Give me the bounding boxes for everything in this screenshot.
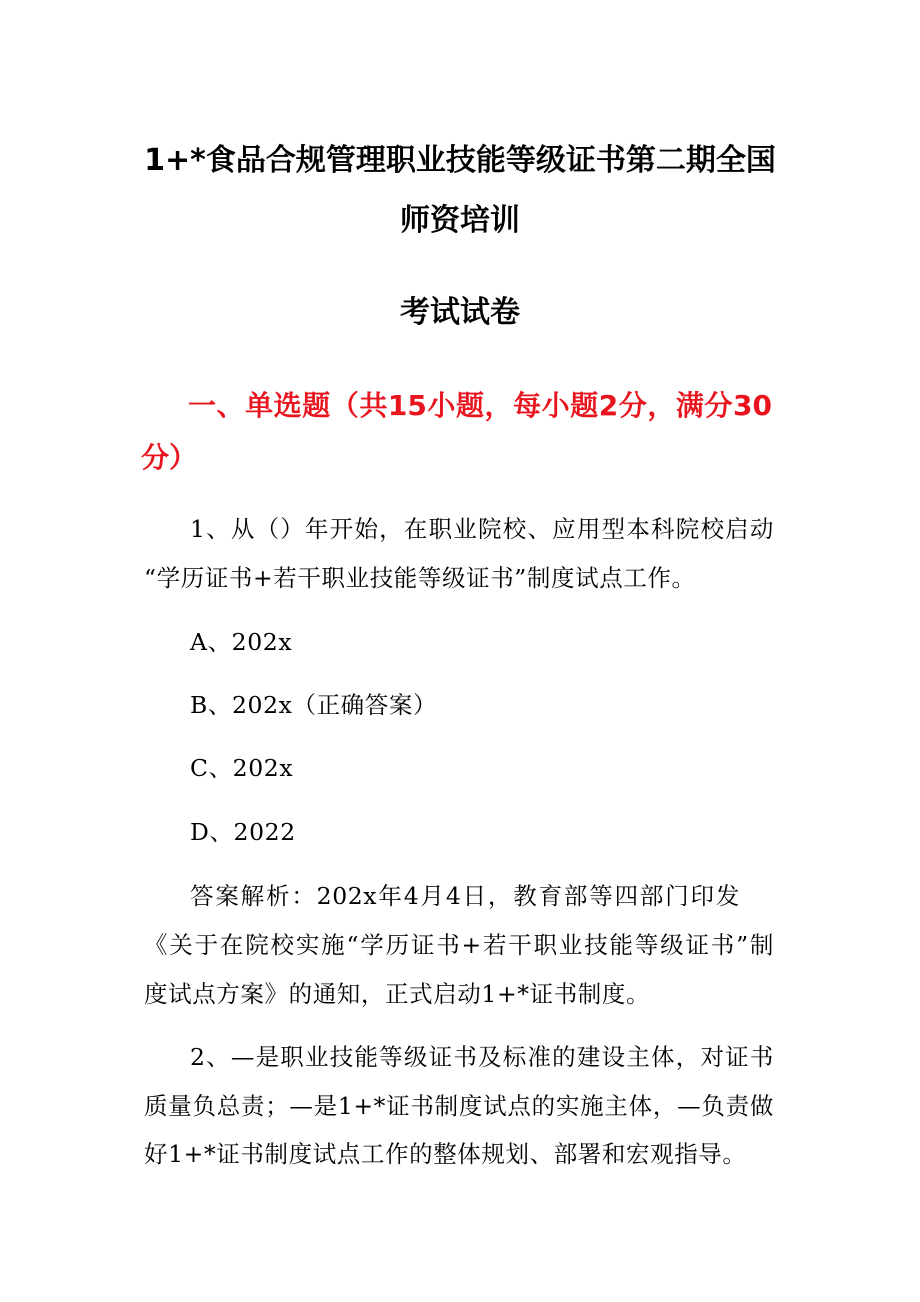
- document-subtitle: 考试试卷: [400, 295, 520, 330]
- question-2-stem-line-2: 质量负总责；—是1+*证书制度试点的实施主体，—负责做: [144, 1092, 774, 1120]
- question-1-option-a: A、202x: [190, 628, 293, 656]
- question-1-option-c: C、202x: [190, 754, 294, 782]
- document-title-line-2: 师资培训: [400, 203, 520, 238]
- document-title-line-1: 1+*食品合规管理职业技能等级证书第二期全国: [144, 143, 776, 178]
- question-1-stem-line-2: “学历证书+若干职业技能等级证书”制度试点工作。: [144, 564, 696, 592]
- question-2-stem-line-3: 好1+*证书制度试点工作的整体规划、部署和宏观指导。: [144, 1140, 747, 1168]
- question-1-option-b: B、202x（正确答案）: [190, 691, 438, 719]
- question-1-stem-line-1: 1、从（）年开始，在职业院校、应用型本科院校启动: [190, 515, 774, 543]
- question-1-option-d: D、2022: [190, 818, 296, 846]
- question-1-explanation-line-1: 答案解析：202x年4月4日，教育部等四部门印发: [190, 882, 740, 910]
- section-heading-line-1: 一、单选题（共15小题，每小题2分，满分30: [188, 389, 772, 422]
- question-1-explanation-line-3: 度试点方案》的通知，正式启动1+*证书制度。: [144, 980, 651, 1008]
- question-1-explanation-line-2: 《关于在院校实施“学历证书+若干职业技能等级证书”制: [144, 931, 774, 959]
- question-2-stem-line-1: 2、—是职业技能等级证书及标准的建设主体，对证书: [190, 1043, 774, 1071]
- section-heading-line-2: 分）: [141, 441, 198, 474]
